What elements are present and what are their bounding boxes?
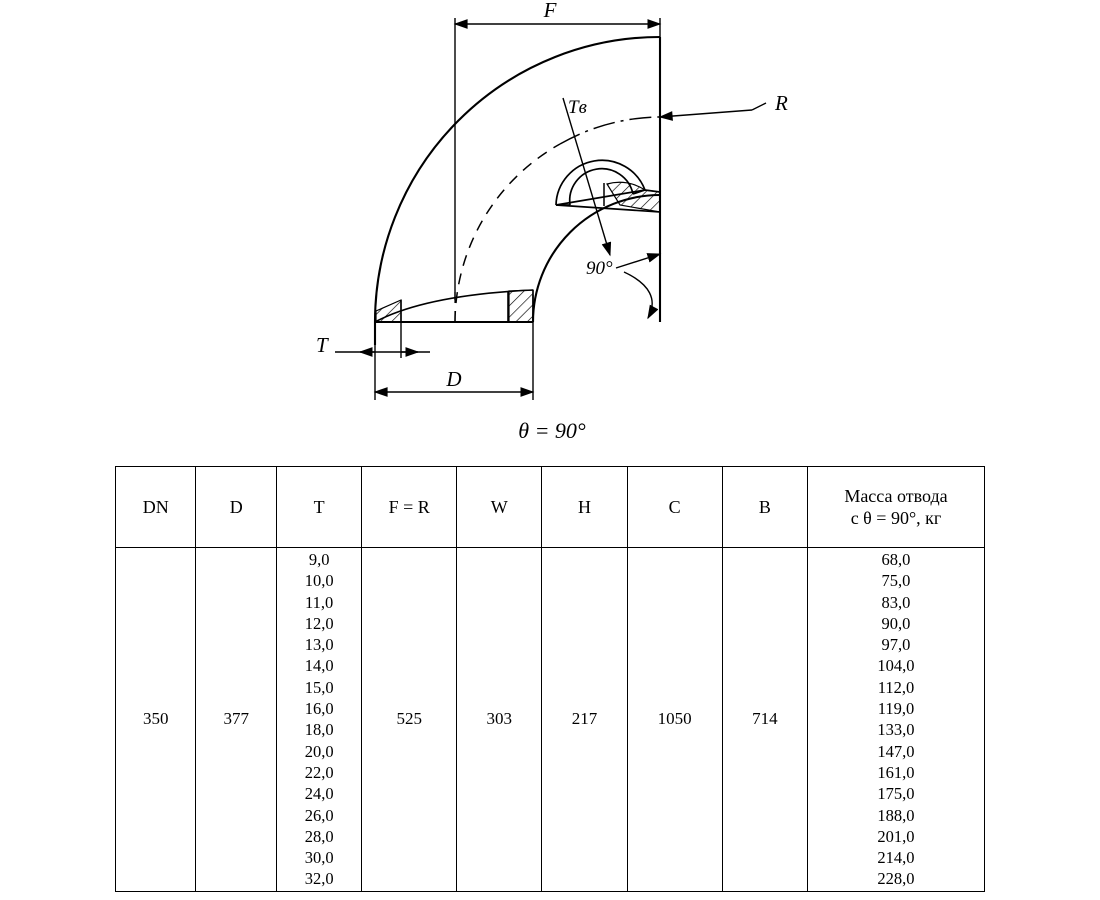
mass-value: 201,0: [877, 826, 915, 846]
t-value-stack: [278, 549, 360, 890]
cell-t-list: [276, 548, 361, 892]
mass-value: 175,0: [877, 784, 915, 804]
caption-theta: θ = 90°: [518, 418, 586, 443]
mass-value: 161,0: [877, 762, 915, 782]
t-value: 11,0: [305, 592, 334, 612]
cell-mass-list: [807, 548, 984, 892]
t-value: 13,0: [304, 635, 334, 655]
upper-wall-hatch: [607, 182, 660, 212]
label-t-wall: T: [316, 333, 328, 357]
t-value: 26,0: [304, 805, 334, 825]
cell-dn: 350: [116, 548, 196, 892]
cell-h: 217: [542, 548, 627, 892]
table-row: [116, 548, 985, 892]
mass-value-stack: [809, 549, 983, 890]
header-f-r: F = R: [362, 467, 457, 548]
header-c: C: [627, 467, 722, 548]
cell-d: 377: [196, 548, 276, 892]
mass-value: 112,0: [877, 677, 915, 697]
t-value: 30,0: [304, 848, 334, 868]
header-mass-line1: Масса отвода: [844, 486, 948, 506]
t-value: 22,0: [304, 762, 334, 782]
table-header-row: [116, 467, 985, 548]
mass-value: 147,0: [877, 741, 915, 761]
cell-c: 1050: [627, 548, 722, 892]
dimension-r: [660, 103, 766, 117]
header-w: W: [457, 467, 542, 548]
label-angle-inner: 90°: [586, 258, 613, 279]
cell-f-r: 525: [362, 548, 457, 892]
t-value: 18,0: [304, 720, 334, 740]
cell-w: 303: [457, 548, 542, 892]
header-mass-line2: с θ = 90°, кг: [850, 508, 942, 528]
cell-b: 714: [722, 548, 807, 892]
t-value: 32,0: [304, 869, 334, 889]
mass-value: 97,0: [881, 635, 911, 655]
t-value: 14,0: [304, 656, 334, 676]
mass-value: 119,0: [877, 699, 915, 719]
mass-value: 68,0: [881, 550, 911, 569]
mass-value: 104,0: [877, 656, 915, 676]
mass-value: 214,0: [877, 848, 915, 868]
header-dn: DN: [116, 467, 196, 548]
mass-value: 75,0: [881, 571, 911, 591]
mass-value: 133,0: [877, 720, 915, 740]
label-f: F: [543, 0, 557, 22]
t-value: 24,0: [304, 784, 334, 804]
t-value: 9,0: [308, 550, 330, 569]
t-value: 10,0: [304, 571, 334, 591]
centerline-arc: [455, 117, 660, 322]
mass-value: 188,0: [877, 805, 915, 825]
t-value: 12,0: [304, 613, 334, 633]
label-d: D: [446, 367, 462, 391]
header-b: B: [722, 467, 807, 548]
header-mass: [807, 467, 984, 548]
mass-value: 90,0: [881, 613, 911, 633]
t-value: 20,0: [304, 741, 334, 761]
label-r: R: [775, 91, 788, 115]
mass-value: 83,0: [881, 592, 911, 612]
t-value: 15,0: [304, 677, 334, 697]
specification-table: [115, 466, 985, 892]
mass-value: 228,0: [877, 869, 915, 889]
t-value: 28,0: [304, 826, 334, 846]
t-value: 16,0: [304, 699, 334, 719]
dimension-f: [455, 18, 660, 300]
header-t: T: [276, 467, 361, 548]
dimension-t-wall: [335, 322, 430, 358]
header-h: H: [542, 467, 627, 548]
angle-leader: [616, 254, 660, 318]
label-t-inner: Tв: [568, 97, 587, 118]
header-d: D: [196, 467, 276, 548]
